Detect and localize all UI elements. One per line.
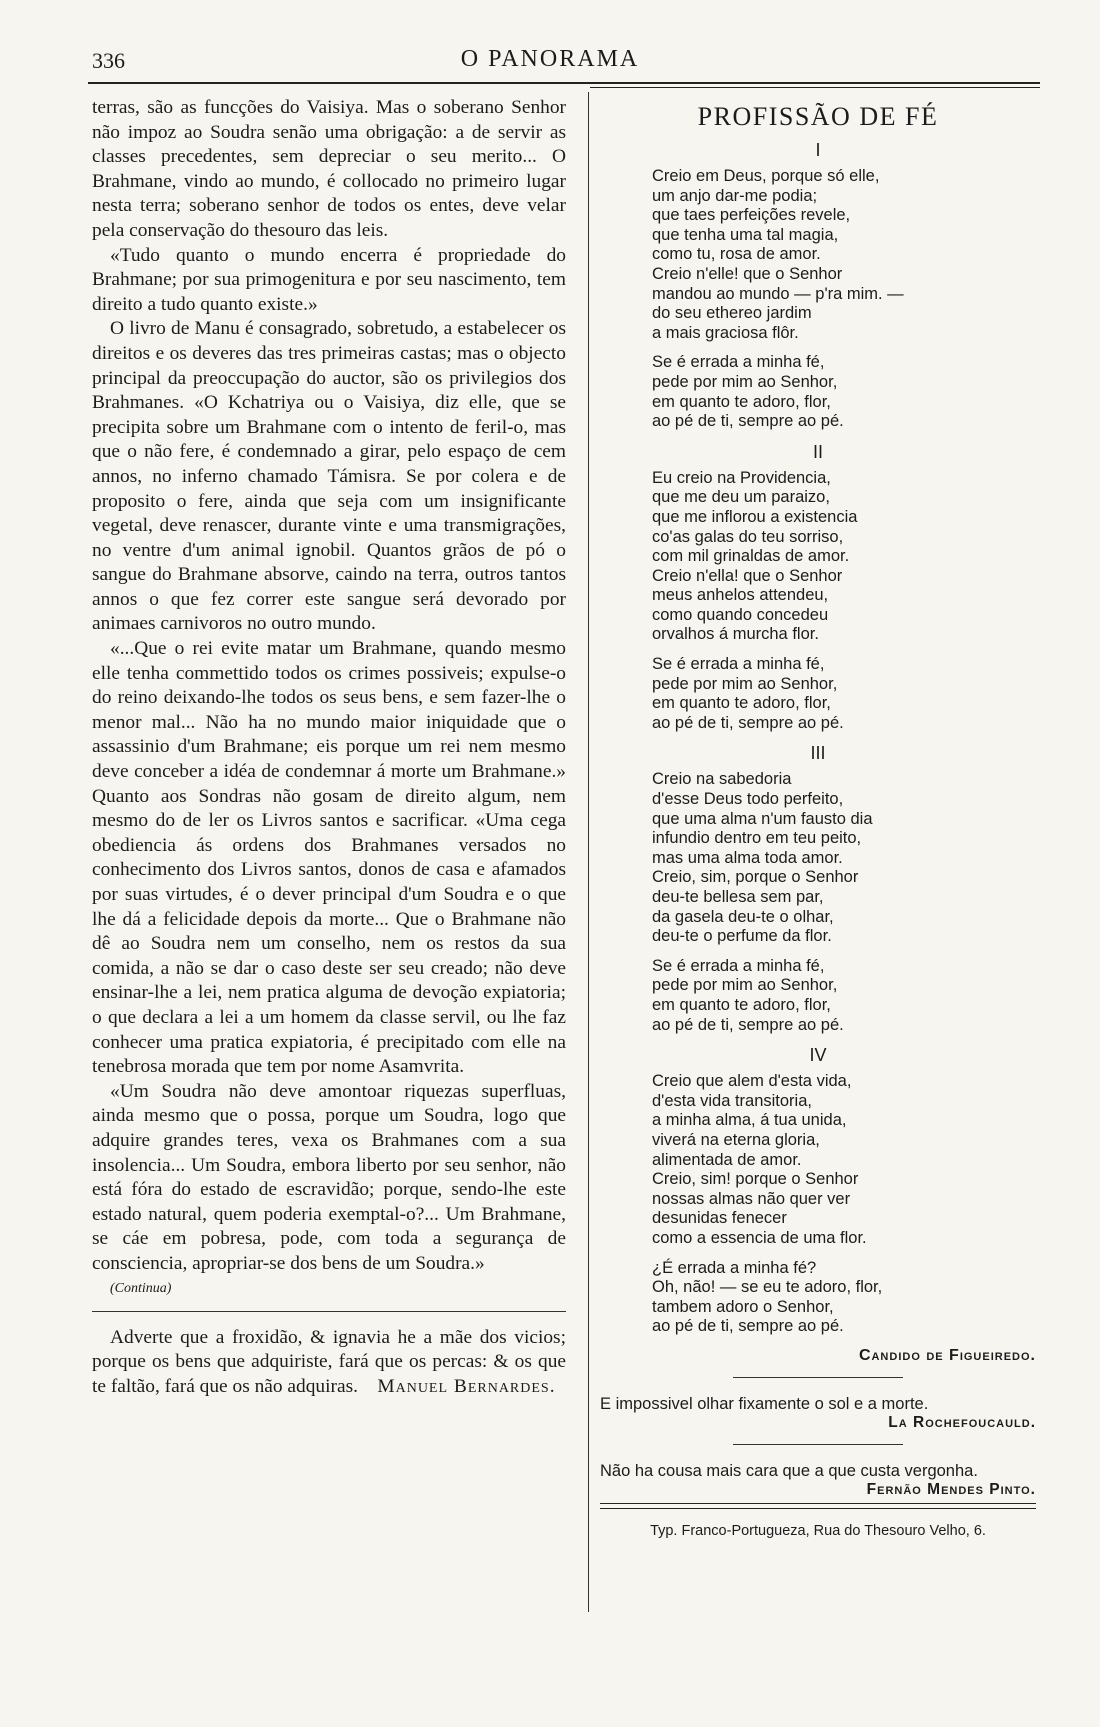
section-rule <box>733 1377 903 1378</box>
quote-author: Manuel Bernardes. <box>377 1375 556 1397</box>
left-column <box>92 96 566 1399</box>
refrain <box>652 655 1036 733</box>
poem-title: PROFISSÃO DE FÉ <box>697 102 939 131</box>
section-numeral: IV <box>809 1045 827 1066</box>
verse-line: d'esta vida transitoria, <box>652 1091 812 1110</box>
verse-line: a mais graciosa flôr. <box>652 323 799 342</box>
verse-line: em quanto te adoro, flor, <box>652 392 831 411</box>
maxim-text: Não ha cousa mais cara que a que custa vergonha. <box>600 1461 978 1480</box>
verse-line: que tenha uma tal magia, <box>652 225 839 244</box>
closing-quote <box>92 1326 566 1400</box>
stanza <box>652 167 1036 343</box>
section-rule <box>92 1311 566 1312</box>
refrain <box>652 957 1036 1035</box>
poem-section <box>600 442 1036 734</box>
verse-line: com mil grinaldas de amor. <box>652 547 850 566</box>
verse-line: da gasela deu-te o olhar, <box>652 907 834 926</box>
verse-line: pede por mim ao Senhor, <box>652 674 838 693</box>
verse-line: como a essencia de uma flor. <box>652 1228 867 1247</box>
page-number: 336 <box>92 48 125 73</box>
verse-line: como tu, rosa de amor. <box>652 245 821 264</box>
continued-note: (Continua) <box>110 1280 172 1296</box>
verse-line: que me inflorou a existencia <box>652 507 858 526</box>
verse-line: mas uma alma toda amor. <box>652 848 843 867</box>
maxim-author: La Rochefoucauld. <box>888 1413 1036 1431</box>
verse-line: Creio que alem d'esta vida, <box>652 1072 852 1091</box>
stanza <box>652 469 1036 645</box>
maxim-text: E impossivel olhar fixamente o sol e a morte. <box>600 1394 929 1413</box>
poem-section <box>600 1045 1036 1337</box>
verse-line: Creio n'ella! que o Senhor <box>652 566 843 585</box>
refrain <box>652 353 1036 431</box>
verse-line: ao pé de ti, sempre ao pé. <box>652 713 844 732</box>
header-rule <box>88 82 1040 84</box>
refrain <box>652 1259 1036 1337</box>
verse-line: meus anhelos attendeu, <box>652 586 829 605</box>
verse-line: Se é errada a minha fé, <box>652 353 825 372</box>
verse-line: que me deu um paraizo, <box>652 488 830 507</box>
verse-line: Creio na sabedoria <box>652 770 792 789</box>
verse-line: nossas almas não quer ver <box>652 1189 851 1208</box>
verse-line: a minha alma, á tua unida, <box>652 1111 847 1130</box>
verse-line: pede por mim ao Senhor, <box>652 976 838 995</box>
verse-line: infundio dentro em teu peito, <box>652 829 862 848</box>
verse-line: ao pé de ti, sempre ao pé. <box>652 1317 844 1336</box>
verse-line: ao pé de ti, sempre ao pé. <box>652 412 844 431</box>
article-paragraph: O livro de Manu é consagrado, sobretudo, a estabelecer os direitos e os deveres das tres primeiras castas; mas o objecto principal da preoccupação do auctor, são os privilegios dos Brahmanes. «O Kchatriya ou o Vaisiya, diz elle, que se precipita sobre um Brahmane com o intento de feril-o, mas que o não fere, é condemnado a girar, pelo espaço de cem annos, no inferno chamado Támisra. Se por colera e de proposito o fere, ainda que seja com um insignificante vegetal, deve renascer, durante vinte e uma transmigrações, no ventre d'um animal ignobil. Quantos grãos de pó o sangue do Brahmane absorve, caindo na terra, outros tantos annos o que fez correr este sangue será devorado por animaes carnivoros no outro mundo. <box>92 318 566 635</box>
verse-line: ¿É errada a minha fé? <box>652 1258 817 1277</box>
maxim-author: Fernão Mendes Pinto. <box>866 1480 1036 1498</box>
verse-line: deu-te o perfume da flor. <box>652 927 832 946</box>
verse-line: um anjo dar-me podia; <box>652 186 818 205</box>
article-paragraph: «Tudo quanto o mundo encerra é propriedade do Brahmane; por sua primogenitura e por seu nascimento, tem direito a tudo quanto existe.» <box>92 244 566 315</box>
article-paragraph: «Um Soudra não deve amontoar riquezas superfluas, ainda mesmo que o possa, porque um Soudra, logo que adquire grandes teres, vexa os Brahmanes com a sua insolencia... Um Soudra, embora liberto por seu senhor, não está fóra do estado de escravidão; porque, sendo-lhe este estado natural, quem poderia exemptal-o?... Um Brahmane, se cáe em pobresa, pode, com toda a segurança de consciencia, apropriar-se dos bens de um Soudra.» <box>92 1080 566 1274</box>
verse-line: Creio, sim! porque o Senhor <box>652 1170 859 1189</box>
footer-rule <box>600 1503 1036 1504</box>
verse-line: Se é errada a minha fé, <box>652 956 825 975</box>
verse-line: em quanto te adoro, flor, <box>652 694 831 713</box>
verse-line: d'esse Deus todo perfeito, <box>652 790 844 809</box>
section-numeral: III <box>810 743 826 764</box>
poem-section <box>600 140 1036 432</box>
verse-line: do seu ethereo jardim <box>652 304 812 323</box>
quote-text: Adverte que a froxidão, & ignavia he a mãe dos vicios; porque os bens que adquiriste, fará que os percas: & os que te faltão, fará que os não adquiras. <box>92 1326 566 1397</box>
verse-line: Se é errada a minha fé, <box>652 655 825 674</box>
verse-line: alimentada de amor. <box>652 1150 802 1169</box>
verse-line: Eu creio na Providencia, <box>652 468 831 487</box>
section-rule <box>733 1444 903 1445</box>
article-body <box>92 96 566 1277</box>
header-rule-secondary <box>590 87 1040 88</box>
verse-line: Creio em Deus, porque só elle, <box>652 167 880 185</box>
section-numeral: I <box>815 140 821 160</box>
verse-line: que uma alma n'um fausto dia <box>652 809 873 828</box>
section-numeral: II <box>812 441 823 462</box>
verse-line: co'as galas do teu sorriso, <box>652 527 844 546</box>
verse-line: ao pé de ti, sempre ao pé. <box>652 1015 844 1034</box>
poem-section <box>600 743 1036 1035</box>
column-divider <box>588 92 589 1612</box>
journal-title: O PANORAMA <box>460 46 640 72</box>
verse-line: em quanto te adoro, flor, <box>652 995 831 1014</box>
verse-line: como quando concedeu <box>652 605 829 624</box>
article-paragraph: «...Que o rei evite matar um Brahmane, quando mesmo elle tenha commettido todos os crimes possiveis; expulse-o do reino deixando-lhe todos os seus bens, e sem fazer-lhe o menor mal... Não ha no mundo maior iniquidade que o assassinio d'um Brahmane; eis porque um rei nem mesmo deve conceber a idéa de condemnar á morte um Brahmane.» Quanto aos Sondras não gosam de direito algum, nem mesmo do de ler os Livros santos e sacrificar. «Uma cega obediencia ás ordens dos Brahmanes versados no conhecimento dos Livros santos, donos de casa e afamados por suas virtudes, é o dever principal d'um Soudra e o que lhe dá a felicidade depois da morte... Que o Brahmane não dê ao Soudra nem um conselho, nem os restos da sua comida, a não se dar o caso deste ser seu creado; não deve ensinar-lhe a lei, nem pratica alguma de devoção expiatoria; o que declara a lei a um homem da classe servil, ou lhe faz conhecer uma pratica expiatoria, é precipitado com elle na tenebrosa morada que tem por nome Asamvrita. <box>92 638 566 1078</box>
verse-line: Creio n'elle! que o Senhor <box>652 264 843 283</box>
verse-line: orvalhos á murcha flor. <box>652 625 819 644</box>
verse-line: que taes perfeições revele, <box>652 206 851 225</box>
verse-line: tambem adoro o Senhor, <box>652 1297 834 1316</box>
poem-signature: Candido de Figueiredo. <box>858 1346 1036 1364</box>
verse-line: deu-te bellesa sem par, <box>652 888 824 906</box>
printer-imprint: Typ. Franco-Portugueza, Rua do Thesouro Velho, 6. <box>650 1522 986 1539</box>
verse-line: mandou ao mundo — p'ra mim. — <box>652 284 904 303</box>
article-paragraph: terras, são as funcções do Vaisiya. Mas o soberano Senhor não impoz ao Soudra senão uma obrigação: a de servir as classes precedentes, sem depreciar o seu merito... O Brahmane, vindo ao mundo, é collocado no primeiro lugar nesta terra; soberano senhor de todos os entes, deve velar pela conservação do thesouro das leis. <box>92 97 566 241</box>
verse-line: viverá na eterna gloria, <box>652 1130 820 1149</box>
stanza <box>652 770 1036 946</box>
stanza <box>652 1072 1036 1248</box>
footer-rule <box>600 1508 1036 1509</box>
verse-line: Creio, sim, porque o Senhor <box>652 868 859 887</box>
verse-line: desunidas fenecer <box>652 1209 787 1228</box>
right-column <box>600 96 1036 1539</box>
verse-line: pede por mim ao Senhor, <box>652 372 838 391</box>
verse-line: Oh, não! — se eu te adoro, flor, <box>652 1278 883 1297</box>
